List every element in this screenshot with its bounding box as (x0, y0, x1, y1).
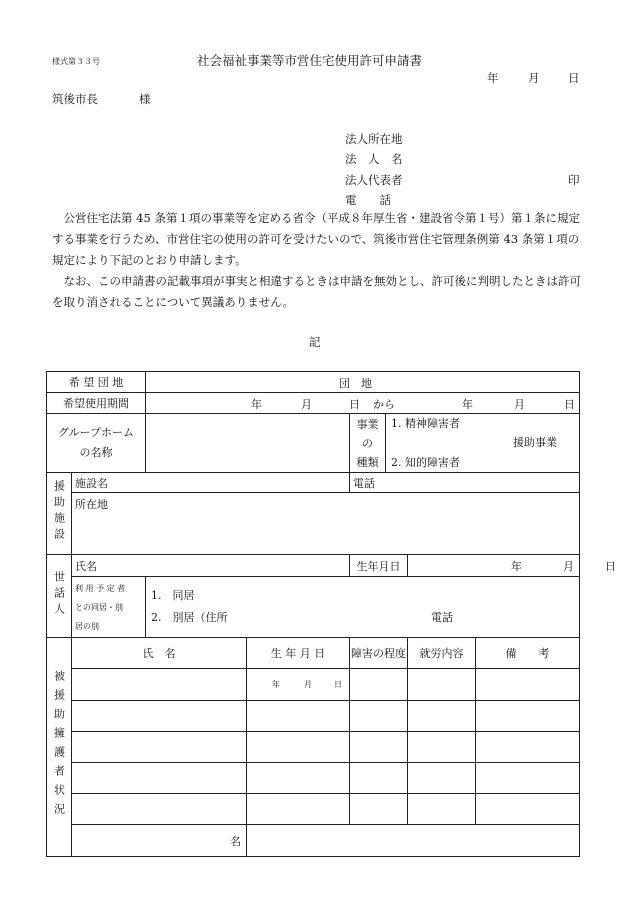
table-row (47, 669, 580, 701)
total-blank-cell (247, 825, 580, 857)
recipient-remarks-cell[interactable] (476, 669, 580, 701)
desired-complex-field[interactable] (146, 372, 580, 393)
business-type-label (350, 414, 386, 473)
group-home-label-1: グループホーム (57, 426, 135, 439)
recipient-dob-cell[interactable] (247, 763, 350, 794)
paragraph-2: なお、この申請書の記載事項が事実と相違するときは申請を無効とし、許可後に判明したときは許可を取り消されることについて異議ありません。 (52, 274, 581, 309)
date-month: 月 (528, 71, 540, 85)
form-number: 様式第３３号 (52, 57, 100, 66)
cohabitation-label-2: との同居・別 (75, 602, 123, 612)
business-option-intellectual[interactable]: 2. 知的障害者 (391, 456, 460, 469)
caretaker-dob-field[interactable] (408, 555, 616, 577)
cohabitation-options[interactable] (146, 577, 580, 638)
period-month-1: 月 (301, 398, 312, 411)
recipient-name-cell[interactable] (72, 732, 247, 763)
row-recipients-header (47, 638, 580, 669)
col-dob: 生 年 月 日 (247, 638, 350, 669)
cohabitation-option-together[interactable]: 1. 同居 (151, 589, 195, 602)
facility-location-label: 所在地 (75, 498, 108, 511)
facility-name-field[interactable] (72, 473, 350, 493)
recipient-disability-cell[interactable] (350, 669, 408, 701)
desired-complex-label: 希 望 団 地 (47, 372, 146, 393)
business-suffix: 援助事業 (513, 436, 557, 449)
recipient-disability-cell[interactable] (350, 763, 408, 794)
recipient-disability-cell[interactable] (350, 732, 408, 763)
recipient-name-cell[interactable] (72, 794, 247, 825)
addressee: 筑後市長 (52, 92, 98, 106)
recipient-remarks-cell[interactable] (476, 763, 580, 794)
business-type-options[interactable] (386, 414, 580, 473)
total-suffix: 名 (230, 835, 241, 848)
recipient-remarks-cell[interactable] (476, 732, 580, 763)
facility-name-label: 施設名 (75, 476, 108, 490)
period-field[interactable] (146, 393, 580, 414)
recipient-dob-day: 日 (334, 680, 342, 689)
period-label: 希望使用期間 (47, 393, 146, 414)
cohabitation-label (72, 577, 146, 638)
table-row (47, 763, 580, 794)
caretaker-dob-year: 年 (511, 560, 522, 573)
cohabitation-label-3: 居の別 (75, 621, 99, 631)
business-type-label-3: 種類 (356, 455, 379, 469)
row-desired-complex (47, 372, 580, 393)
applicant-rep-label: 法人代表者 (345, 173, 403, 187)
period-day-2: 日 (564, 398, 575, 411)
caretaker-dob-label: 生年月日 (350, 555, 408, 577)
recipient-dob-cell[interactable] (247, 732, 350, 763)
recipient-name-cell[interactable] (72, 669, 247, 701)
col-name: 氏 名 (72, 638, 247, 669)
recipient-name-cell[interactable] (72, 763, 247, 794)
honorific: 様 (139, 92, 151, 106)
recipient-dob-month: 月 (304, 680, 312, 689)
body-text (52, 208, 582, 313)
business-type-label-2: の (362, 436, 373, 450)
seal-mark: 印 (568, 173, 580, 187)
row-group-home (47, 414, 580, 473)
recipient-name-cell[interactable] (72, 701, 247, 732)
recipient-work-cell[interactable] (408, 763, 476, 794)
table-row (47, 732, 580, 763)
recipient-dob-cell[interactable] (247, 669, 350, 701)
application-table (46, 371, 616, 857)
facility-group-label: 援助施設 (47, 473, 72, 555)
recipient-dob-year: 年 (272, 680, 280, 689)
cohabitation-label-1: 利 用 予 定 者 (75, 583, 126, 593)
caretaker-dob-month: 月 (563, 560, 574, 573)
col-remarks: 備 考 (476, 638, 580, 669)
cohabitation-phone-label: 電話 (431, 611, 453, 624)
period-kara: から (373, 398, 395, 411)
row-period (47, 393, 580, 414)
recipient-remarks-cell[interactable] (476, 701, 580, 732)
table-row (47, 794, 580, 825)
facility-phone-field[interactable] (350, 473, 580, 493)
applicant-name-label: 法 人 名 (345, 152, 403, 166)
business-type-label-1: 事業 (356, 417, 379, 431)
recipient-dob-cell[interactable] (247, 794, 350, 825)
row-cohabitation (47, 577, 580, 638)
group-home-label-2: の名称 (79, 446, 113, 459)
total-count-cell[interactable] (72, 825, 247, 857)
col-disability: 障害の程度 (350, 638, 408, 669)
recipient-disability-cell[interactable] (350, 794, 408, 825)
recipient-work-cell[interactable] (408, 732, 476, 763)
applicant-phone-label: 電 話 (345, 193, 391, 207)
period-day-1: 日 (349, 398, 360, 411)
row-facility-location (47, 493, 580, 555)
recipient-remarks-cell[interactable] (476, 794, 580, 825)
recipient-dob-cell[interactable] (247, 701, 350, 732)
facility-location-field[interactable] (72, 493, 580, 555)
group-home-label (47, 414, 146, 473)
recipient-work-cell[interactable] (408, 794, 476, 825)
group-home-name-field[interactable] (146, 414, 350, 473)
row-facility-name (47, 473, 580, 493)
recipient-disability-cell[interactable] (350, 701, 408, 732)
row-total (47, 825, 580, 857)
table-row (47, 701, 580, 732)
row-caretaker-name (47, 555, 580, 577)
recipient-work-cell[interactable] (408, 701, 476, 732)
date-day: 日 (568, 71, 580, 85)
page-title: 社会福祉事業等市営住宅使用許可申請書 (197, 53, 423, 68)
period-year-2: 年 (462, 398, 473, 411)
date-year: 年 (487, 71, 499, 85)
cohabitation-option-separate[interactable]: 2. 別居（住所 (151, 611, 228, 624)
paragraph-1: 公営住宅法第 45 条第１項の事業等を定める省令（平成８年厚生省・建設省令第１号）第１条に規定する事業を行うため、市営住宅の使用の許可を受けたいので、筑後市営住宅管理条例第 43 条第１項の規定により下記のとおり申請します。 (52, 211, 580, 267)
period-month-2: 月 (514, 398, 525, 411)
caretaker-name-label: 氏名 (75, 559, 97, 573)
ki-mark: 記 (309, 335, 321, 349)
facility-phone-label: 電話 (353, 476, 375, 490)
complex-suffix: 団 地 (339, 377, 372, 390)
caretaker-group-label: 世話人 (47, 555, 72, 638)
recipient-work-cell[interactable] (408, 669, 476, 701)
caretaker-name-field[interactable] (72, 555, 350, 577)
period-year-1: 年 (251, 398, 262, 411)
caretaker-dob-day: 日 (605, 560, 616, 573)
business-option-mental[interactable]: 1. 精神障害者 (391, 417, 460, 430)
recipients-group-label: 被援助擁護者状況 (47, 638, 72, 857)
col-work: 就労内容 (408, 638, 476, 669)
applicant-address-label: 法人所在地 (345, 132, 403, 146)
